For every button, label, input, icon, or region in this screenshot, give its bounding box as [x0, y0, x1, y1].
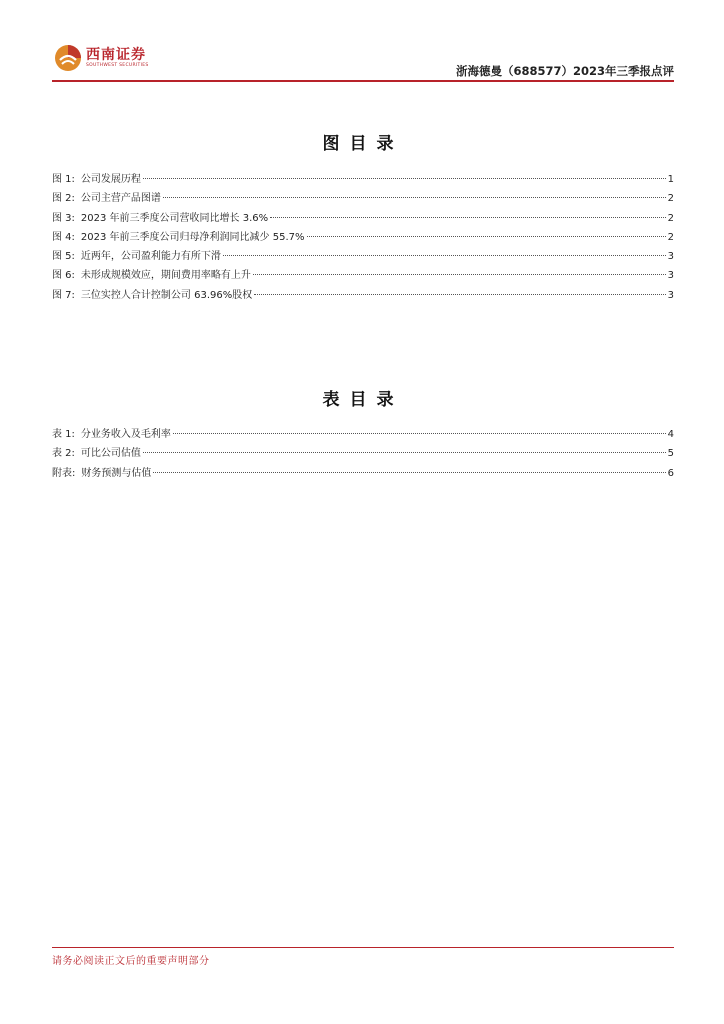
toc-entry-label: 图 5:	[52, 251, 75, 263]
toc-entry-page: 5	[667, 448, 674, 460]
toc-entry-page: 2	[667, 231, 674, 243]
toc-entry-text: 可比公司估值	[80, 448, 141, 460]
toc-entry-label: 图 7:	[52, 289, 75, 301]
toc-entry[interactable]	[52, 189, 674, 208]
toc-entry-page: 6	[667, 467, 674, 479]
toc-leader-dots	[143, 178, 666, 179]
toc-leader-dots	[253, 274, 666, 275]
toc-entry[interactable]	[52, 286, 674, 305]
toc-entry-label: 图 4:	[52, 231, 75, 243]
toc-entry-page: 3	[667, 289, 674, 301]
toc-entry-page: 2	[667, 212, 674, 224]
toc-entry[interactable]	[52, 464, 674, 483]
logo-mark-icon	[54, 44, 82, 72]
toc-leader-dots	[270, 217, 665, 218]
toc-entry-label: 图 6:	[52, 270, 75, 282]
company-logo	[54, 44, 149, 72]
toc-entry[interactable]	[52, 444, 674, 463]
toc-entry[interactable]	[52, 266, 674, 285]
toc-leader-dots	[143, 452, 666, 453]
footer-divider	[52, 947, 674, 948]
toc-entry-page: 4	[667, 429, 674, 440]
toc-entry-page: 3	[667, 251, 674, 263]
toc-entry-label: 图 1:	[52, 174, 75, 185]
toc-leader-dots	[173, 433, 666, 434]
toc-entry-page: 2	[667, 193, 674, 205]
toc-entry-text: 未形成规模效应，期间费用率略有上升	[80, 270, 251, 282]
toc-entry-page: 1	[667, 174, 674, 185]
toc-leader-dots	[307, 236, 666, 237]
figures-toc-list	[52, 170, 674, 305]
toc-entry-text: 财务预测与估值	[81, 467, 152, 479]
toc-entry-text: 分业务收入及毛利率	[80, 429, 171, 440]
toc-entry[interactable]	[52, 209, 674, 228]
toc-leader-dots	[153, 472, 665, 473]
figures-toc-title: 图目录	[322, 134, 404, 154]
toc-entry-label: 表 1:	[52, 429, 75, 440]
logo-chinese-name: 西南证券	[86, 46, 146, 63]
toc-entry[interactable]	[52, 228, 674, 247]
footer-disclaimer: 请务必阅读正文后的重要声明部分	[52, 956, 210, 967]
toc-leader-dots	[163, 197, 666, 198]
toc-leader-dots	[223, 255, 666, 256]
header-divider	[52, 80, 674, 82]
toc-entry-label: 图 3:	[52, 212, 75, 224]
toc-entry-text: 近两年，公司盈利能力有所下滑	[80, 251, 221, 263]
toc-entry-label: 表 2:	[52, 448, 75, 460]
tables-toc-title: 表目录	[322, 390, 404, 410]
logo-english-name: SOUTHWEST SECURITIES	[86, 62, 149, 68]
toc-entry-label: 图 2:	[52, 193, 75, 205]
report-title: 浙海德曼（688577）2023年三季报点评	[455, 64, 674, 78]
toc-entry-text: 公司主营产品图谱	[80, 193, 161, 205]
toc-entry-text: 公司发展历程	[80, 174, 141, 185]
toc-entry-page: 3	[667, 270, 674, 282]
toc-entry-text: 三位实控人合计控制公司 63.96%股权	[80, 289, 253, 301]
toc-entry-text: 2023 年前三季度公司归母净利润同比减少 55.7%	[80, 231, 305, 243]
toc-entry[interactable]	[52, 247, 674, 266]
toc-entry[interactable]	[52, 425, 674, 444]
toc-leader-dots	[254, 294, 665, 295]
toc-entry[interactable]	[52, 170, 674, 189]
toc-entry-label: 附表:	[52, 467, 76, 479]
tables-toc-list	[52, 425, 674, 483]
toc-entry-text: 2023 年前三季度公司营收同比增长 3.6%	[80, 212, 269, 224]
page-header	[52, 40, 674, 82]
